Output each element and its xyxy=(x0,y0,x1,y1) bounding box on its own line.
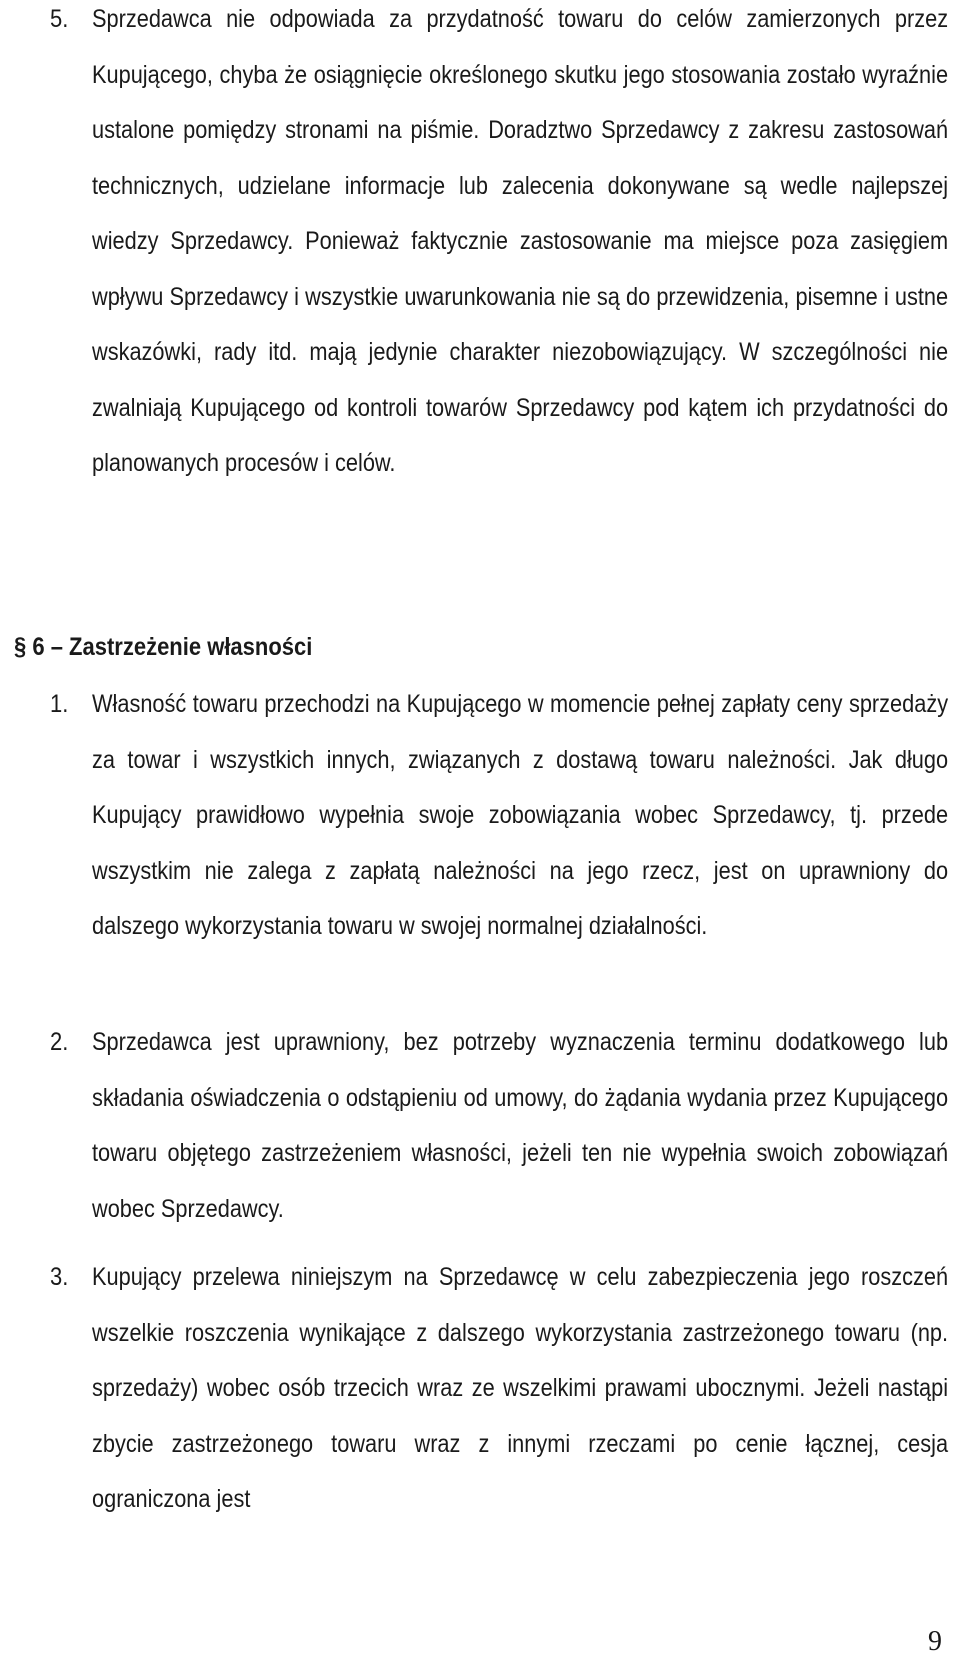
section-heading: § 6 – Zastrzeżenie własności xyxy=(14,633,313,661)
section-paragraph-1 xyxy=(50,677,948,955)
paragraph-number: 1. xyxy=(50,690,69,718)
section-paragraph-3 xyxy=(50,1250,948,1528)
paragraph-5 xyxy=(50,0,948,492)
section-paragraph-2 xyxy=(50,1015,948,1237)
paragraph-number: 3. xyxy=(50,1263,69,1291)
page-number: 9 xyxy=(928,1626,942,1657)
paragraph-text: Kupujący przelewa niniejszym na Sprzedawcę w celu zabezpieczenia jego roszczeń wszelkie roszczenia wynikające z dalszego wykorzystania zastrzeżonego towaru (np. sprzedaży) wobec osób trzecich wraz ze wszelkimi prawami ubocznymi. Jeżeli nastąpi zbycie zastrzeżonego towaru wraz z innymi rzeczami po cenie łącznej, cesja ograniczona jest xyxy=(92,1263,949,1513)
paragraph-number: 5. xyxy=(50,5,69,33)
paragraph-number: 2. xyxy=(50,1028,69,1056)
paragraph-text: Własność towaru przechodzi na Kupującego w momencie pełnej zapłaty ceny sprzedaży za towar i wszystkich innych, związanych z dostawą towaru należności. Jak długo Kupujący prawidłowo wypełnia swoje zobowiązania wobec Sprzedawcy, tj. przede wszystkim nie zalega z zapłatą należności na jego rzecz, jest on uprawniony do dalszego wykorzystania towaru w swojej normalnej działalności. xyxy=(92,690,949,940)
paragraph-text: Sprzedawca jest uprawniony, bez potrzeby wyznaczenia terminu dodatkowego lub składania oświadczenia o odstąpieniu od umowy, do żądania wydania przez Kupującego towaru objętego zastrzeżeniem własności, jeżeli ten nie wypełnia swoich zobowiązań wobec Sprzedawcy. xyxy=(92,1028,949,1223)
paragraph-text: Sprzedawca nie odpowiada za przydatność towaru do celów zamierzonych przez Kupującego, chyba że osiągnięcie określonego skutku jego stosowania zostało wyraźnie ustalone pomiędzy stronami na piśmie. Doradztwo Sprzedawcy z zakresu zastosowań technicznych, udzielane informacje lub zalecenia dokonywane są wedle najlepszej wiedzy Sprzedawcy. Ponieważ faktycznie zastosowanie ma miejsce poza zasięgiem wpływu Sprzedawcy i wszystkie uwarunkowania nie są do przewidzenia, pisemne i ustne wskazówki, rady itd. mają jedynie charakter niezobowiązujący. W szczególności nie zwalniają Kupującego od kontroli towarów Sprzedawcy pod kątem ich przydatności do planowanych procesów i celów. xyxy=(92,5,949,477)
